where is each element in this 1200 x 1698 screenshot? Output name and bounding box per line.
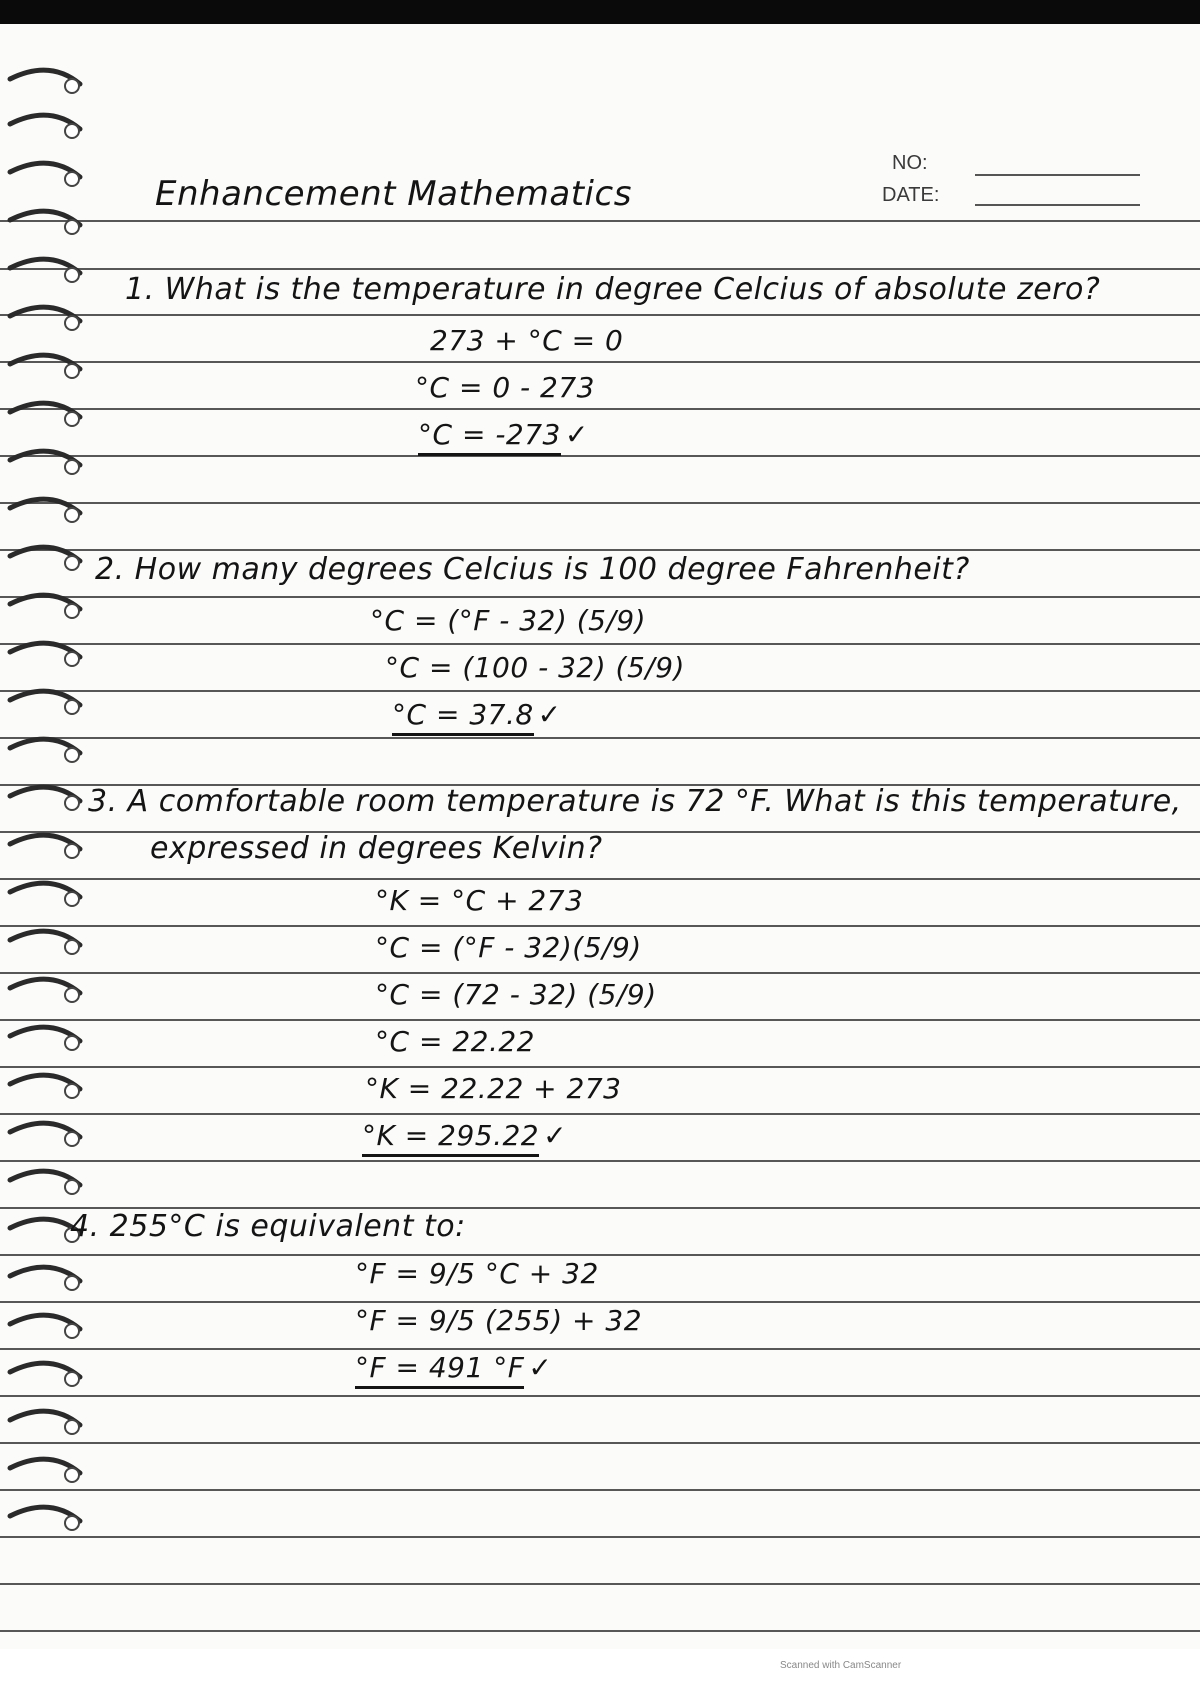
ruled-line bbox=[0, 972, 1200, 974]
ruled-line bbox=[0, 737, 1200, 739]
question-4: 4. 255°C is equivalent to: bbox=[70, 1209, 466, 1244]
p4-step-2: °F = 9/5 (255) + 32 bbox=[355, 1304, 643, 1337]
p1-step-1: 273 + °C = 0 bbox=[430, 324, 624, 357]
ruled-line bbox=[0, 643, 1200, 645]
ruled-line bbox=[0, 502, 1200, 504]
ruled-line bbox=[0, 220, 1200, 222]
question-3-line-2: expressed in degrees Kelvin? bbox=[150, 831, 603, 866]
question-1: 1. What is the temperature in degree Celcius of absolute zero? bbox=[125, 272, 1101, 307]
date-label: DATE: bbox=[882, 184, 940, 206]
ruled-line bbox=[0, 1019, 1200, 1021]
p3-step-2: °C = (°F - 32)(5/9) bbox=[375, 931, 642, 964]
ruled-line bbox=[0, 268, 1200, 270]
p4-answer bbox=[355, 1351, 552, 1384]
p3-step-1: °K = °C + 273 bbox=[375, 884, 584, 917]
page-title: Enhancement Mathematics bbox=[155, 174, 632, 214]
question-2: 2. How many degrees Celcius is 100 degree Fahrenheit? bbox=[95, 552, 970, 587]
ruled-line bbox=[0, 1630, 1200, 1632]
p1-step-2: °C = 0 - 273 bbox=[415, 371, 595, 404]
p3-step-4: °C = 22.22 bbox=[375, 1025, 535, 1058]
p2-answer bbox=[392, 698, 562, 731]
no-line bbox=[975, 174, 1140, 176]
ruled-line bbox=[0, 1536, 1200, 1538]
ruled-line bbox=[0, 1160, 1200, 1162]
ruled-line bbox=[0, 925, 1200, 927]
p3-answer-text: °K = 295.22 bbox=[362, 1119, 539, 1157]
p2-answer-text: °C = 37.8 bbox=[392, 698, 534, 736]
p3-answer bbox=[362, 1119, 567, 1152]
ruled-line bbox=[0, 1348, 1200, 1350]
ruled-line bbox=[0, 878, 1200, 880]
p1-answer bbox=[418, 418, 589, 451]
check-mark-icon: ✓ bbox=[543, 1119, 568, 1152]
check-mark-icon: ✓ bbox=[537, 698, 562, 731]
check-mark-icon: ✓ bbox=[528, 1351, 553, 1384]
ruled-line bbox=[0, 1583, 1200, 1585]
p2-step-1: °C = (°F - 32) (5/9) bbox=[370, 604, 647, 637]
ruled-line bbox=[0, 408, 1200, 410]
p3-step-5: °K = 22.22 + 273 bbox=[365, 1072, 622, 1105]
date-line bbox=[975, 204, 1140, 206]
question-3-line-1: 3. A comfortable room temperature is 72 °F. What is this temperature, bbox=[88, 784, 1182, 819]
scanner-watermark: Scanned with CamScanner bbox=[780, 1660, 902, 1671]
ruled-line bbox=[0, 1301, 1200, 1303]
p4-step-1: °F = 9/5 °C + 32 bbox=[355, 1257, 599, 1290]
p4-answer-text: °F = 491 °F bbox=[355, 1351, 524, 1389]
check-mark-icon: ✓ bbox=[564, 418, 589, 451]
ruled-line bbox=[0, 596, 1200, 598]
notebook-page bbox=[0, 24, 1200, 1649]
p1-answer-text: °C = -273 bbox=[418, 418, 561, 456]
ruled-line bbox=[0, 361, 1200, 363]
p2-step-2: °C = (100 - 32) (5/9) bbox=[385, 651, 685, 684]
ruled-line bbox=[0, 1066, 1200, 1068]
ruled-line bbox=[0, 549, 1200, 551]
p3-step-3: °C = (72 - 32) (5/9) bbox=[375, 978, 657, 1011]
spiral-binding-icon bbox=[0, 24, 110, 1649]
ruled-line bbox=[0, 1442, 1200, 1444]
ruled-line bbox=[0, 1395, 1200, 1397]
ruled-line bbox=[0, 1113, 1200, 1115]
ruled-line bbox=[0, 690, 1200, 692]
ruled-line bbox=[0, 314, 1200, 316]
scan-top-band bbox=[0, 0, 1200, 24]
ruled-line bbox=[0, 1489, 1200, 1491]
ruled-line bbox=[0, 1254, 1200, 1256]
no-label: NO: bbox=[892, 152, 928, 174]
ruled-line bbox=[0, 455, 1200, 457]
